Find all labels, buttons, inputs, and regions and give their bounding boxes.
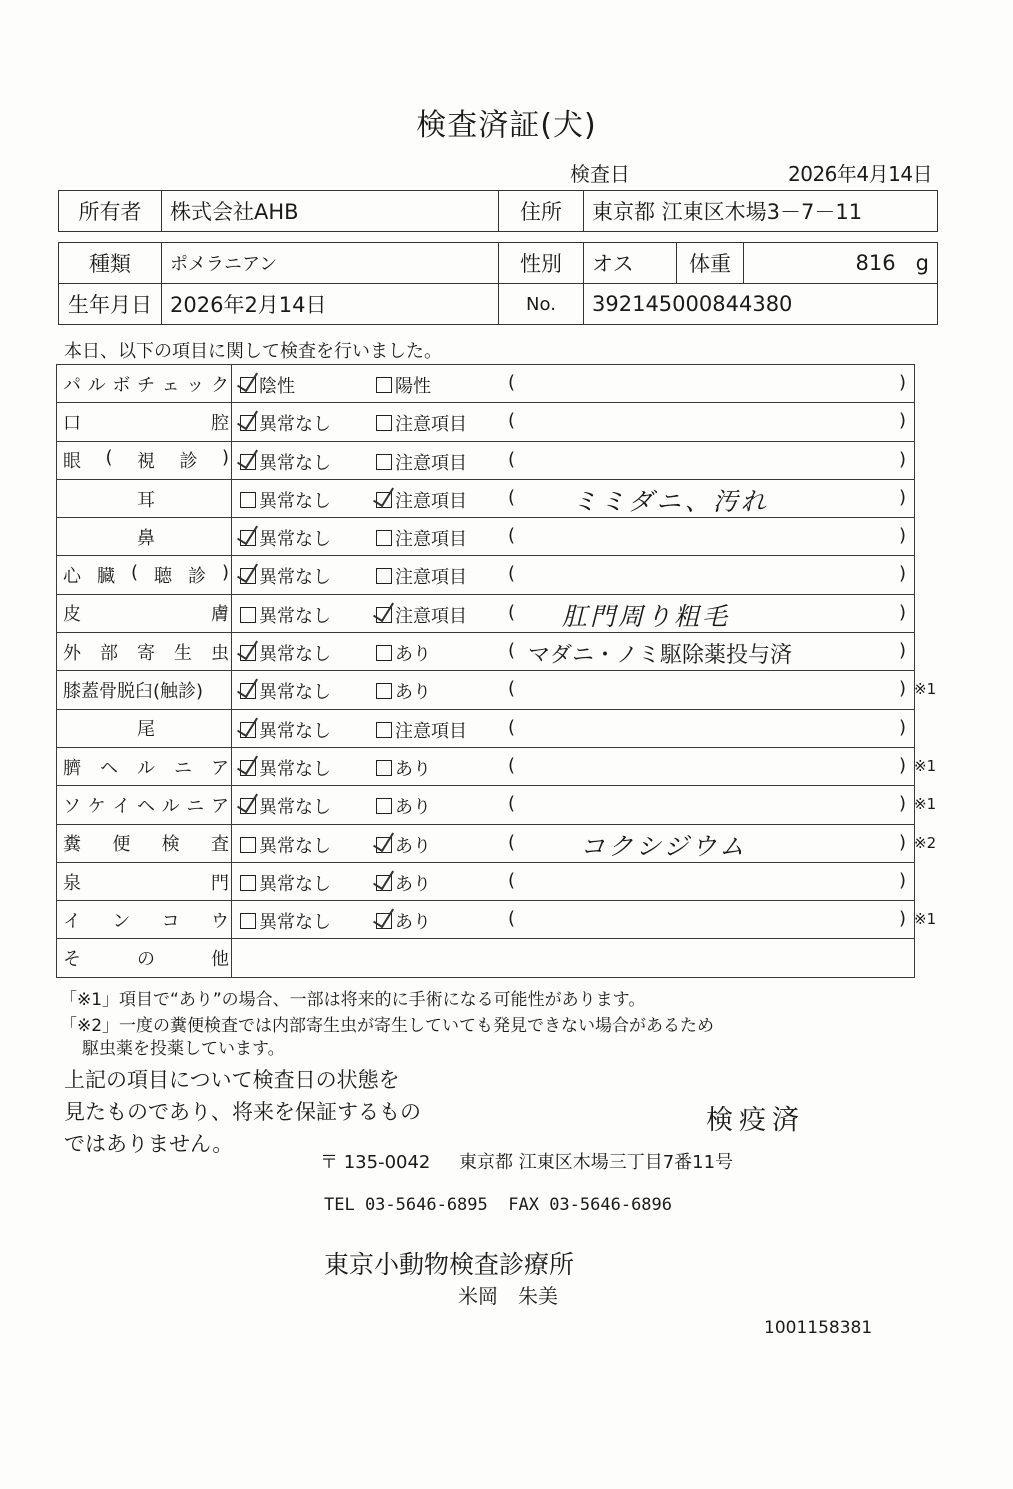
item-label-text bbox=[63, 945, 229, 971]
quarantine-stamp: 検疫済 bbox=[706, 1105, 805, 1136]
paren-close: ) bbox=[898, 908, 906, 930]
option-label: 注意項目 bbox=[395, 414, 467, 436]
option-label: 異常なし bbox=[259, 835, 331, 857]
label-char: そ bbox=[63, 949, 81, 971]
label-char: イ bbox=[63, 910, 81, 932]
paren-close: ) bbox=[898, 716, 906, 738]
no-value: 392145000844380 bbox=[584, 284, 938, 325]
exam-row bbox=[57, 747, 915, 785]
birth-value: 2026年2月14日 bbox=[162, 284, 499, 325]
clinic-address bbox=[320, 1148, 733, 1174]
exam-item-result bbox=[232, 709, 915, 747]
exam-row bbox=[57, 901, 915, 939]
fax-number: FAX 03-5646-6896 bbox=[508, 1195, 673, 1215]
exam-item-result bbox=[232, 671, 915, 709]
exam-item-result bbox=[232, 862, 915, 900]
exam-item-label bbox=[57, 556, 232, 594]
item-label-text bbox=[63, 409, 229, 435]
label-char: 心 bbox=[63, 566, 81, 588]
disclaimer-line: ではありません。 bbox=[64, 1132, 234, 1156]
option-label: 注意項目 bbox=[395, 720, 467, 742]
paren-open: ( bbox=[508, 716, 516, 738]
disclaimer bbox=[64, 1064, 421, 1160]
label-char: 臓 bbox=[96, 566, 115, 588]
paren-close: ) bbox=[898, 525, 906, 547]
checkbox-icon[interactable] bbox=[376, 760, 392, 776]
label-char: 視 bbox=[137, 451, 155, 473]
checked-checkbox-icon[interactable] bbox=[240, 683, 256, 699]
exam-item-label bbox=[57, 747, 232, 785]
item-label-text bbox=[63, 677, 229, 703]
exam-row bbox=[57, 403, 915, 441]
paren-open: ( bbox=[508, 640, 516, 662]
item-label-text bbox=[63, 715, 229, 741]
exam-item-label bbox=[57, 403, 232, 441]
label-char: ッ bbox=[186, 374, 205, 396]
exam-row bbox=[57, 365, 915, 403]
exam-item-label bbox=[57, 901, 232, 939]
footnote-mark: ※1 bbox=[914, 680, 937, 699]
exam-item-result bbox=[232, 786, 915, 824]
exam-item-result bbox=[232, 633, 915, 671]
paren-close: ) bbox=[898, 601, 906, 623]
finding-note: マダニ・ノミ駆除薬投与済 bbox=[528, 643, 793, 669]
checkbox-icon[interactable] bbox=[376, 415, 392, 431]
checked-checkbox-icon[interactable] bbox=[240, 530, 256, 546]
footnote-mark: ※2 bbox=[914, 833, 937, 852]
option-label: 異常なし bbox=[259, 758, 331, 780]
option-normal[interactable] bbox=[240, 372, 295, 398]
exam-item-label bbox=[57, 671, 232, 709]
label-char: ク bbox=[210, 374, 229, 396]
label-char: チ bbox=[136, 374, 155, 396]
exam-row bbox=[57, 441, 915, 479]
breed-label: 種類 bbox=[59, 243, 162, 284]
paren-open: ( bbox=[508, 410, 516, 432]
checkbox-icon[interactable] bbox=[376, 377, 392, 393]
exam-item-label bbox=[57, 479, 232, 517]
address-value: 東京都 江東区木場3－7－11 bbox=[584, 191, 938, 232]
option-label: 注意項目 bbox=[395, 567, 467, 589]
item-label-text bbox=[63, 754, 229, 780]
paren-close: ) bbox=[898, 486, 906, 508]
option-finding[interactable] bbox=[376, 717, 467, 743]
exam-row bbox=[57, 518, 915, 556]
label-char: ボ bbox=[112, 374, 131, 396]
exam-item-label bbox=[57, 709, 232, 747]
paren-close: ) bbox=[898, 372, 906, 393]
weight-unit: g bbox=[915, 251, 929, 275]
paren-open: ( bbox=[508, 678, 516, 700]
paren-close: ) bbox=[898, 410, 906, 432]
checked-checkbox-icon[interactable] bbox=[240, 454, 256, 470]
label-char: 膚 bbox=[211, 604, 229, 626]
checkbox-icon[interactable] bbox=[376, 683, 392, 699]
exam-row bbox=[57, 862, 915, 900]
checkbox-icon[interactable] bbox=[376, 645, 392, 661]
paren-open: ( bbox=[508, 486, 516, 508]
other-label bbox=[57, 939, 232, 977]
item-label-text bbox=[63, 792, 229, 818]
option-normal[interactable] bbox=[240, 717, 331, 743]
exam-item-result bbox=[232, 479, 915, 517]
label-char: 生 bbox=[174, 642, 192, 664]
paren-open: ( bbox=[508, 448, 516, 470]
exam-row bbox=[57, 633, 915, 671]
label-char: 泉 bbox=[63, 872, 81, 894]
option-normal[interactable] bbox=[240, 755, 331, 781]
exam-item-label bbox=[57, 441, 232, 479]
checked-checkbox-icon[interactable] bbox=[376, 607, 392, 623]
label-char: コ bbox=[161, 910, 180, 932]
paren-close: ) bbox=[898, 869, 906, 891]
exam-table bbox=[56, 364, 915, 978]
exam-item-label bbox=[57, 518, 232, 556]
label-char: ル bbox=[87, 374, 106, 396]
checkbox-icon[interactable] bbox=[376, 530, 392, 546]
option-finding[interactable] bbox=[376, 832, 431, 858]
exam-item-result bbox=[232, 556, 915, 594]
label-char: ヘ bbox=[136, 795, 155, 817]
label-char: 鼻 bbox=[137, 527, 155, 549]
option-label: あり bbox=[395, 835, 431, 857]
option-label: 注意項目 bbox=[395, 529, 467, 551]
checked-checkbox-icon[interactable] bbox=[240, 798, 256, 814]
clinic-name: 東京小動物検査診療所 bbox=[324, 1250, 575, 1279]
weight-value: 816 bbox=[855, 251, 896, 275]
option-label: 異常なし bbox=[259, 644, 331, 666]
paren-open: ( bbox=[508, 793, 516, 815]
exam-row bbox=[57, 671, 915, 709]
label-char: 門 bbox=[211, 872, 229, 894]
item-label-text bbox=[63, 486, 229, 512]
option-finding[interactable] bbox=[376, 563, 467, 589]
option-finding[interactable] bbox=[376, 487, 467, 513]
finding-note: コクシジウム bbox=[580, 831, 748, 861]
option-label: 異常なし bbox=[259, 720, 331, 742]
label-char: ン bbox=[112, 910, 131, 932]
label-char: 口 bbox=[63, 412, 81, 434]
exam-item-label bbox=[57, 594, 232, 632]
label-char: 他 bbox=[211, 949, 229, 971]
option-normal[interactable] bbox=[240, 870, 331, 896]
label-char: パ bbox=[63, 374, 81, 396]
exam-row bbox=[57, 479, 915, 517]
item-label-text bbox=[63, 830, 229, 856]
weight-cell bbox=[744, 243, 938, 284]
birth-label: 生年月日 bbox=[59, 284, 162, 325]
disclaimer-line: 見たものであり、将来を保証するもの bbox=[64, 1100, 421, 1124]
exam-row bbox=[57, 786, 915, 824]
option-label: あり bbox=[395, 682, 431, 704]
checked-checkbox-icon[interactable] bbox=[376, 492, 392, 508]
option-finding[interactable] bbox=[376, 525, 467, 551]
street-address: 東京都 江東区木場三丁目7番11号 bbox=[459, 1152, 734, 1173]
option-label: 異常なし bbox=[259, 797, 331, 819]
option-finding[interactable] bbox=[376, 793, 431, 819]
exam-item-result bbox=[232, 747, 915, 785]
exam-date-label: 検査日 bbox=[570, 162, 630, 186]
option-label: 異常なし bbox=[259, 682, 331, 704]
serial-number: 1001158381 bbox=[764, 1318, 873, 1338]
option-normal[interactable] bbox=[240, 410, 331, 436]
option-label: あり bbox=[395, 644, 431, 666]
owner-table bbox=[58, 190, 938, 232]
option-normal[interactable] bbox=[240, 678, 331, 704]
footnote-2-line1: 「※2」一度の糞便検査では内部寄生虫が寄生していても発見できない場合があるため bbox=[60, 1016, 715, 1036]
address-label: 住所 bbox=[499, 191, 584, 232]
exam-row-other bbox=[57, 939, 915, 977]
label-char: 尾 bbox=[137, 719, 155, 741]
label-char: 診 bbox=[179, 451, 198, 473]
label-char: 便 bbox=[112, 834, 131, 856]
option-label: あり bbox=[395, 873, 431, 895]
sex-label: 性別 bbox=[499, 243, 584, 284]
paren-close: ) bbox=[898, 793, 906, 815]
label-char: 虫 bbox=[211, 642, 229, 664]
option-finding[interactable] bbox=[376, 372, 431, 398]
exam-item-label bbox=[57, 862, 232, 900]
option-label: あり bbox=[395, 797, 431, 819]
option-finding[interactable] bbox=[376, 755, 431, 781]
option-finding[interactable] bbox=[376, 678, 431, 704]
no-label: No. bbox=[499, 284, 584, 325]
option-normal[interactable] bbox=[240, 487, 331, 513]
checked-checkbox-icon[interactable] bbox=[240, 645, 256, 661]
option-label: 異常なし bbox=[259, 912, 331, 934]
paren-open: ( bbox=[508, 754, 516, 776]
label-char: ウ bbox=[210, 910, 229, 932]
label-char: ( bbox=[105, 447, 113, 469]
label-char: ヘ bbox=[100, 757, 118, 779]
exam-item-result bbox=[232, 518, 915, 556]
intro-text: 本日、以下の項目に関して検査を行いました。 bbox=[64, 341, 442, 362]
option-finding[interactable] bbox=[376, 449, 467, 475]
exam-item-result bbox=[232, 365, 915, 403]
label-char: 臍 bbox=[63, 757, 81, 779]
footnote-2-line2: 駆虫薬を投薬しています。 bbox=[82, 1039, 285, 1059]
footnote-mark: ※1 bbox=[914, 910, 937, 929]
option-label: 異常なし bbox=[259, 873, 331, 895]
option-normal[interactable] bbox=[240, 563, 331, 589]
label-char: ( bbox=[130, 562, 138, 584]
exam-row bbox=[57, 594, 915, 632]
checkbox-icon[interactable] bbox=[376, 454, 392, 470]
label-char: ル bbox=[161, 795, 180, 817]
option-finding[interactable] bbox=[376, 410, 467, 436]
label-char: 外 bbox=[63, 642, 81, 664]
checked-checkbox-icon[interactable] bbox=[240, 415, 256, 431]
exam-row bbox=[57, 556, 915, 594]
finding-note: ミミダニ、汚れ bbox=[572, 486, 769, 516]
label-char: ) bbox=[221, 447, 229, 469]
exam-row bbox=[57, 709, 915, 747]
option-label: あり bbox=[395, 758, 431, 780]
item-label-text bbox=[63, 562, 229, 588]
option-normal[interactable] bbox=[240, 525, 331, 551]
label-char: 査 bbox=[210, 834, 229, 856]
option-normal[interactable] bbox=[240, 832, 331, 858]
checked-checkbox-icon[interactable] bbox=[376, 837, 392, 853]
option-label: 注意項目 bbox=[395, 452, 467, 474]
checked-checkbox-icon[interactable] bbox=[376, 913, 392, 929]
checkbox-icon[interactable] bbox=[240, 875, 256, 891]
label-char: ェ bbox=[161, 374, 180, 396]
checked-checkbox-icon[interactable] bbox=[240, 377, 256, 393]
footnote-mark: ※1 bbox=[914, 795, 937, 814]
option-finding[interactable] bbox=[376, 870, 431, 896]
paren-open: ( bbox=[508, 831, 516, 853]
exam-item-label bbox=[57, 824, 232, 862]
checked-checkbox-icon[interactable] bbox=[240, 568, 256, 584]
postal-code: 〒 135-0042 bbox=[320, 1152, 431, 1173]
weight-label: 体重 bbox=[677, 243, 744, 284]
option-normal[interactable] bbox=[240, 640, 331, 666]
exam-item-label bbox=[57, 786, 232, 824]
label-char: ソ bbox=[63, 795, 81, 817]
label-char: 膝蓋骨脱臼(触診) bbox=[63, 681, 204, 703]
exam-item-label bbox=[57, 633, 232, 671]
label-char: ニ bbox=[186, 795, 205, 817]
option-finding[interactable] bbox=[376, 640, 431, 666]
exam-item-result bbox=[232, 824, 915, 862]
checkbox-icon[interactable] bbox=[376, 568, 392, 584]
checkbox-icon[interactable] bbox=[240, 492, 256, 508]
option-normal[interactable] bbox=[240, 908, 331, 934]
exam-item-result bbox=[232, 403, 915, 441]
paren-open: ( bbox=[508, 563, 516, 585]
checkbox-icon[interactable] bbox=[376, 798, 392, 814]
option-label: 異常なし bbox=[259, 605, 331, 627]
exam-item-result bbox=[232, 441, 915, 479]
option-label: 異常なし bbox=[259, 490, 331, 512]
paren-close: ) bbox=[898, 678, 906, 700]
checkbox-icon[interactable] bbox=[240, 607, 256, 623]
footnote-mark: ※1 bbox=[914, 757, 937, 775]
label-char: 診 bbox=[187, 566, 206, 588]
label-char: ル bbox=[137, 757, 155, 779]
exam-row bbox=[57, 824, 915, 862]
label-char: ア bbox=[210, 795, 229, 817]
label-char: 眼 bbox=[63, 451, 81, 473]
vet-name: 米岡 朱美 bbox=[458, 1284, 558, 1308]
option-label: 注意項目 bbox=[395, 605, 467, 627]
label-char: イ bbox=[112, 795, 131, 817]
option-finding[interactable] bbox=[376, 602, 467, 628]
checked-checkbox-icon[interactable] bbox=[240, 722, 256, 738]
exam-item-result bbox=[232, 901, 915, 939]
checkbox-icon[interactable] bbox=[376, 722, 392, 738]
checkbox-icon[interactable] bbox=[240, 913, 256, 929]
paren-open: ( bbox=[508, 372, 516, 393]
label-char: 寄 bbox=[137, 642, 155, 664]
owner-value: 株式会社AHB bbox=[162, 191, 499, 232]
item-label-text bbox=[63, 600, 229, 626]
label-char: 部 bbox=[100, 642, 118, 664]
exam-item-result bbox=[232, 594, 915, 632]
label-char: 聴 bbox=[153, 566, 172, 588]
item-label-text bbox=[63, 447, 229, 473]
owner-label: 所有者 bbox=[59, 191, 162, 232]
footnote-1: 「※1」項目で“あり”の場合、一部は将来的に手術になる可能性があります。 bbox=[60, 990, 646, 1010]
label-char: ケ bbox=[87, 795, 106, 817]
option-label: 異常なし bbox=[259, 529, 331, 551]
paren-open: ( bbox=[508, 869, 516, 891]
item-label-text bbox=[63, 524, 229, 550]
option-normal[interactable] bbox=[240, 449, 331, 475]
paren-close: ) bbox=[898, 563, 906, 585]
label-char: 糞 bbox=[63, 834, 81, 856]
item-label-text bbox=[63, 869, 229, 895]
disclaimer-line: 上記の項目について検査日の状態を bbox=[64, 1068, 400, 1092]
paren-open: ( bbox=[508, 601, 516, 623]
checked-checkbox-icon[interactable] bbox=[376, 875, 392, 891]
label-char: ア bbox=[211, 757, 229, 779]
option-label: 陽性 bbox=[395, 376, 431, 397]
option-label: 異常なし bbox=[259, 452, 331, 474]
option-label: 異常なし bbox=[259, 414, 331, 436]
paren-open: ( bbox=[508, 908, 516, 930]
paren-close: ) bbox=[898, 754, 906, 776]
label-char: 皮 bbox=[63, 604, 81, 626]
label-char: の bbox=[137, 949, 155, 971]
paren-open: ( bbox=[508, 525, 516, 547]
exam-date-value: 2026年4月14日 bbox=[788, 162, 933, 186]
label-char: ) bbox=[221, 562, 229, 584]
label-char: 腔 bbox=[211, 412, 229, 434]
other-notes-field[interactable] bbox=[232, 939, 915, 977]
clinic-contact bbox=[324, 1195, 672, 1215]
option-normal[interactable] bbox=[240, 793, 331, 819]
paren-close: ) bbox=[898, 831, 906, 853]
item-label-text bbox=[63, 907, 229, 933]
checkbox-icon[interactable] bbox=[240, 837, 256, 853]
breed-value: ポメラニアン bbox=[162, 243, 499, 284]
tel-number: TEL 03-5646-6895 bbox=[324, 1195, 488, 1215]
option-label: 異常なし bbox=[259, 567, 331, 589]
option-label: 注意項目 bbox=[395, 490, 467, 512]
option-label: あり bbox=[395, 912, 431, 934]
label-char: 検 bbox=[161, 834, 180, 856]
sex-value: オス bbox=[584, 243, 677, 284]
paren-close: ) bbox=[898, 640, 906, 662]
animal-table bbox=[58, 242, 938, 325]
exam-item-label bbox=[57, 365, 232, 403]
option-label: 陰性 bbox=[259, 376, 295, 397]
item-label-text bbox=[63, 639, 229, 665]
item-label-text bbox=[63, 371, 229, 397]
label-char: ニ bbox=[174, 757, 192, 779]
option-finding[interactable] bbox=[376, 908, 431, 934]
label-char: 耳 bbox=[137, 489, 155, 511]
finding-note: 肛門周り粗毛 bbox=[562, 601, 731, 631]
paren-close: ) bbox=[898, 448, 906, 470]
checked-checkbox-icon[interactable] bbox=[240, 760, 256, 776]
document-title: 検査済証(犬) bbox=[416, 108, 597, 143]
option-normal[interactable] bbox=[240, 602, 331, 628]
